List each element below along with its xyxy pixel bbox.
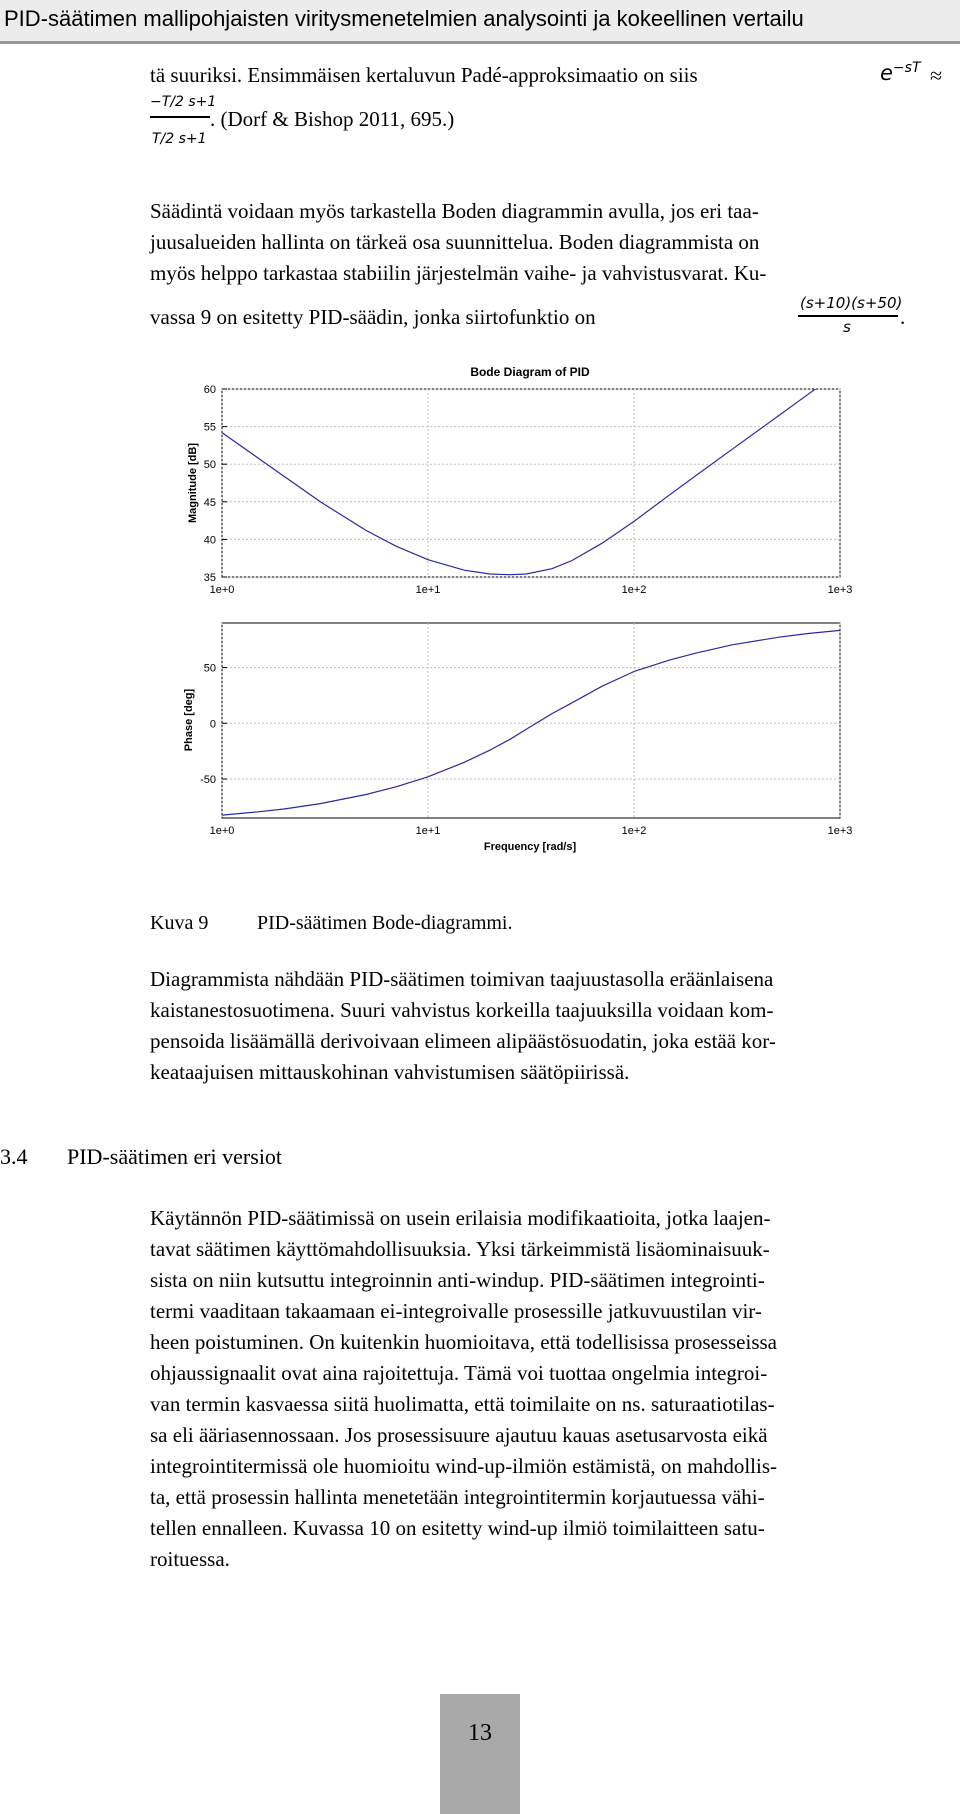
bode-diagram [0,0,960,880]
paragraph-bode-explanation [150,964,956,1088]
transfer-function-period: . [900,305,906,329]
y-tick-label: 50 [203,459,216,472]
magnitude-plot [187,371,852,596]
magnitude-plot-area [222,389,840,577]
transfer-function-denominator: s [843,318,851,336]
y-tick-label: -50 [200,774,216,786]
text-line: tavat säätimen käyttömahdollisuuksia. Yksi tärkeimmistä lisäominaisuuk- [150,1237,770,1261]
pade-intro-text: tä suuriksi. Ensimmäisen kertaluvun Padé-approksimaatio on siis [150,63,698,87]
transfer-function-line: vassa 9 on esitetty PID-säädin, jonka siirtofunktio on [150,305,596,329]
text-line: tellen ennalleen. Kuvassa 10 on esitetty wind-up ilmiö toimilaitteen satu- [150,1516,765,1540]
text-line: myös helppo tarkastaa stabiilin järjestelmän vaihe- ja vahvistusvarat. Ku- [150,261,767,285]
y-tick-label: 35 [203,572,216,584]
x-tick-label: 1e+0 [209,825,235,837]
x-tick-label: 1e+3 [827,584,853,596]
text-line: pensoida lisäämällä derivoivaan elimeen alipäästösuodatin, joka estää kor- [150,1029,776,1053]
phase-plot [183,623,852,853]
page-number-box [440,1694,520,1814]
section-number: 3.4 [0,1144,28,1169]
pade-fraction-numerator: −T/2 s+1 [150,94,217,110]
text-line: sa eli ääriasennossaan. Jos prosessisuure ajautuu kauas asetusarvosta eikä [150,1423,768,1447]
text-line: Käytännön PID-säätimissä on usein erilaisia modifikaatioita, jotka laajen- [150,1206,771,1230]
x-tick-label: 1e+1 [415,584,441,596]
text-line: van termin kasvaessa siitä huolimatta, että toimilaite on ns. saturaatiotilas- [150,1392,775,1416]
text-line: roituessa. [150,1547,230,1571]
text-line: integrointitermissä ole huomioitu wind-up-ilmiön estämistä, on mahdollis- [150,1454,778,1478]
x-tick-label: 1e+2 [621,825,647,837]
magnitude-x-ticks [210,584,853,596]
y-tick-label: 45 [203,496,216,509]
text-line: termi vaaditaan takaamaan ei-integroivalle prosessille jatkuvuustilan vir- [150,1299,762,1323]
text-line: ta, että prosessin hallinta menetetään integrointitermin korjautuessa vähi- [150,1485,765,1509]
chart-title: Bode Diagram of PID [470,365,590,379]
y-tick-label: 55 [203,421,216,434]
section-title: PID-säätimen eri versiot [67,1144,283,1169]
y-tick-label: 50 [203,662,216,675]
y-tick-label: 0 [209,718,216,731]
text-line: juusalueiden hallinta on tärkeä osa suunnittelua. Boden diagrammista on [150,230,760,254]
exp-base: e [880,61,893,85]
approx-symbol: ≈ [930,63,943,88]
pade-fraction-denominator: T/2 s+1 [152,131,207,147]
phase-x-ticks [210,825,853,837]
phase-x-label: Frequency [rad/s] [483,841,577,853]
paragraph-pid-versions [150,1203,956,1575]
phase-y-label: Phase [deg] [183,688,195,752]
y-tick-label: 40 [203,534,216,547]
phase-plot-area [222,623,840,818]
text-line: kaistanestosuotimena. Suuri vahvistus korkeilla taajuuksilla voidaan kom- [150,998,774,1022]
magnitude-y-label: Magnitude [dB] [187,442,199,524]
exp-sup: −sT [892,60,921,76]
x-tick-label: 1e+2 [621,584,647,596]
transfer-function-numerator: (s+10)(s+50) [800,294,903,312]
x-tick-label: 1e+3 [827,825,853,837]
y-tick-label: 60 [203,384,216,396]
text-line: heen poistuminen. On kuitenkin huomioitava, että todellisissa prosesseissa [150,1330,777,1354]
figure-caption-label: Kuva 9 [150,912,209,934]
running-title: PID-säätimen mallipohjaisten viritysmenetelmien analysointi ja kokeellinen vertailu [4,6,804,31]
text-line: ohjaussignaalit ovat aina rajoitettuja. Tämä voi tuottaa ongelmia integroi- [150,1361,768,1385]
x-tick-label: 1e+0 [209,584,235,596]
text-line: Säädintä voidaan myös tarkastella Boden diagrammin avulla, jos eri taa- [150,199,759,223]
text-line: sista on niin kutsuttu integroinnin anti-windup. PID-säätimen integrointi- [150,1268,765,1292]
text-line: Diagrammista nähdään PID-säätimen toimivan taajuustasolla eräänlaisena [150,967,774,991]
page-number: 13 [468,1720,492,1746]
pade-citation: . (Dorf & Bishop 2011, 695.) [210,107,455,131]
text-line: keataajuisen mittauskohinan vahvistumisen säätöpiirissä. [150,1060,630,1084]
figure-caption-text: PID-säätimen Bode-diagrammi. [257,912,513,934]
x-tick-label: 1e+1 [415,825,441,837]
